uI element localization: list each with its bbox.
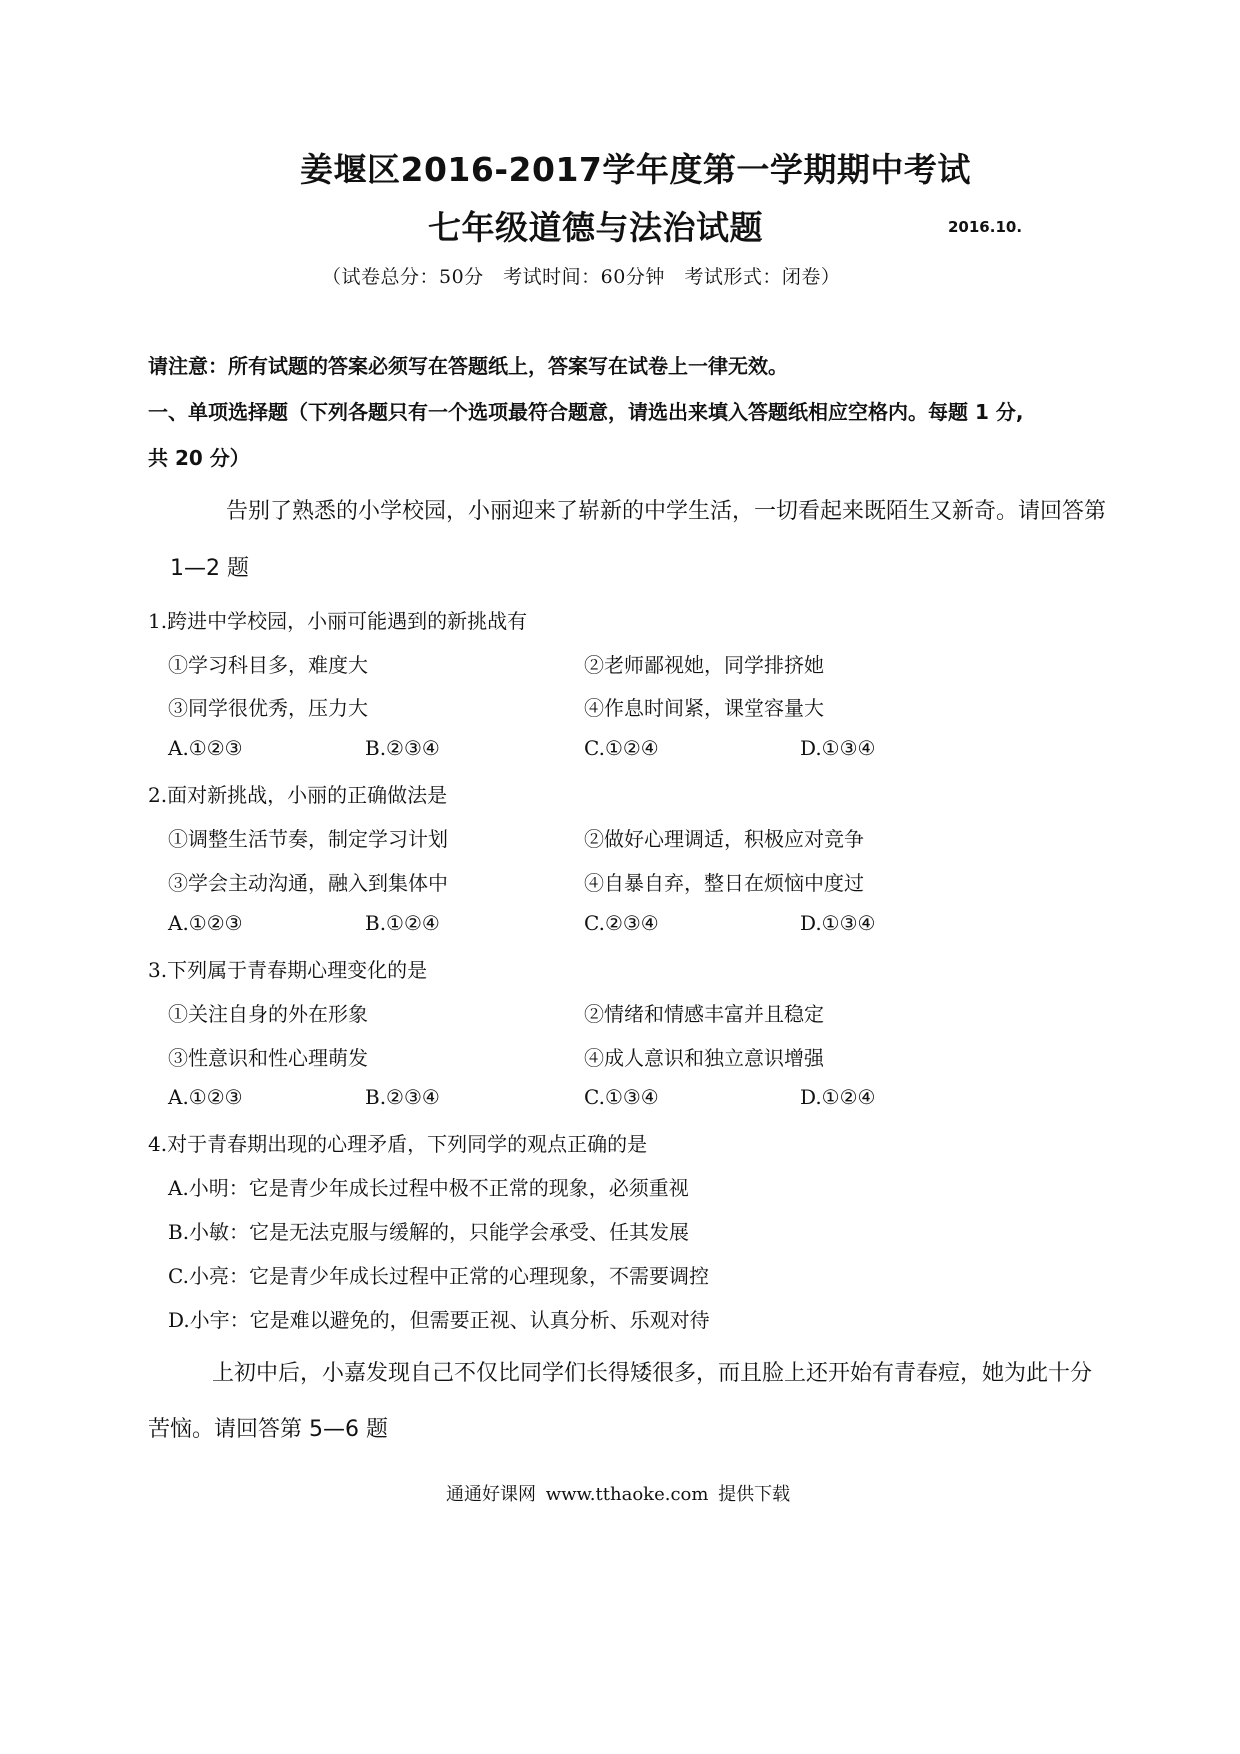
question-item: ①关注自身的外在形象 <box>168 1002 368 1026</box>
question-stem: 4.对于青春期出现的心理矛盾，下列同学的观点正确的是 <box>148 1132 648 1156</box>
answer-option: C.①②④ <box>584 736 659 760</box>
answer-option: D.①③④ <box>800 911 876 935</box>
passage-text: 上初中后，小嘉发现自己不仅比同学们长得矮很多，而且脸上还开始有青春痘，她为此十分 <box>212 1361 1093 1386</box>
question-item: ③学会主动沟通，融入到集体中 <box>168 871 448 895</box>
question-item: ④自暴自弃，整日在烦恼中度过 <box>584 871 864 895</box>
footer-source: 通通好课网 www.tthaoke.com 提供下载 <box>446 1484 791 1505</box>
question-stem: 1.跨进中学校园，小丽可能遇到的新挑战有 <box>148 609 528 633</box>
exam-date: 2016.10. <box>948 218 1023 236</box>
answer-option: B.②③④ <box>365 736 440 760</box>
question-item: ④成人意识和独立意识增强 <box>584 1046 824 1070</box>
passage-text: 告别了熟悉的小学校园，小丽迎来了崭新的中学生活，一切看起来既陌生又新奇。请回答第 <box>226 499 1107 524</box>
answer-option: D.①②④ <box>800 1085 876 1109</box>
question-item: ③性意识和性心理萌发 <box>168 1046 368 1070</box>
answer-option: A.①②③ <box>168 1085 243 1109</box>
question-item: ②情绪和情感丰富并且稳定 <box>584 1002 824 1026</box>
question-item: ④作息时间紧，课堂容量大 <box>584 696 824 720</box>
section-heading: 一、单项选择题（下列各题只有一个选项最符合题意，请选出来填入答题纸相应空格内。每题 1 分, <box>148 400 1024 424</box>
passage-ref: 苦恼。请回答第 5—6 题 <box>148 1417 388 1442</box>
answer-option: A.①②③ <box>168 736 243 760</box>
question-stem: 3.下列属于青春期心理变化的是 <box>148 958 428 982</box>
answer-option: C.小亮：它是青少年成长过程中正常的心理现象，不需要调控 <box>168 1264 709 1288</box>
answer-option: A.①②③ <box>168 911 243 935</box>
question-item: ③同学很优秀，压力大 <box>168 696 368 720</box>
question-item: ②做好心理调适，积极应对竞争 <box>584 827 864 851</box>
answer-option: B.②③④ <box>365 1085 440 1109</box>
answer-option: A.小明：它是青少年成长过程中极不正常的现象，必须重视 <box>168 1176 689 1200</box>
answer-option: C.①③④ <box>584 1085 659 1109</box>
question-item: ①调整生活节奏，制定学习计划 <box>168 827 448 851</box>
question-stem: 2.面对新挑战，小丽的正确做法是 <box>148 783 448 807</box>
answer-option: D.①③④ <box>800 736 876 760</box>
answer-option: C.②③④ <box>584 911 659 935</box>
exam-title: 姜堰区2016-2017学年度第一学期期中考试 <box>300 150 971 189</box>
question-item: ②老师鄙视她，同学排挤她 <box>584 653 824 677</box>
answer-option: D.小宇：它是难以避免的，但需要正视、认真分析、乐观对待 <box>168 1308 710 1332</box>
passage-ref: 1—2 题 <box>170 556 249 581</box>
exam-subtitle: 七年级道德与法治试题 <box>428 208 763 247</box>
notice: 请注意：所有试题的答案必须写在答题纸上，答案写在试卷上一律无效。 <box>148 354 788 378</box>
answer-option: B.①②④ <box>365 911 440 935</box>
question-item: ①学习科目多，难度大 <box>168 653 368 677</box>
answer-option: B.小敏：它是无法克服与缓解的，只能学会承受、任其发展 <box>168 1220 690 1244</box>
section-heading-cont: 共 20 分） <box>148 446 250 470</box>
exam-info: （试卷总分：50分 考试时间：60分钟 考试形式：闭卷） <box>322 266 841 288</box>
